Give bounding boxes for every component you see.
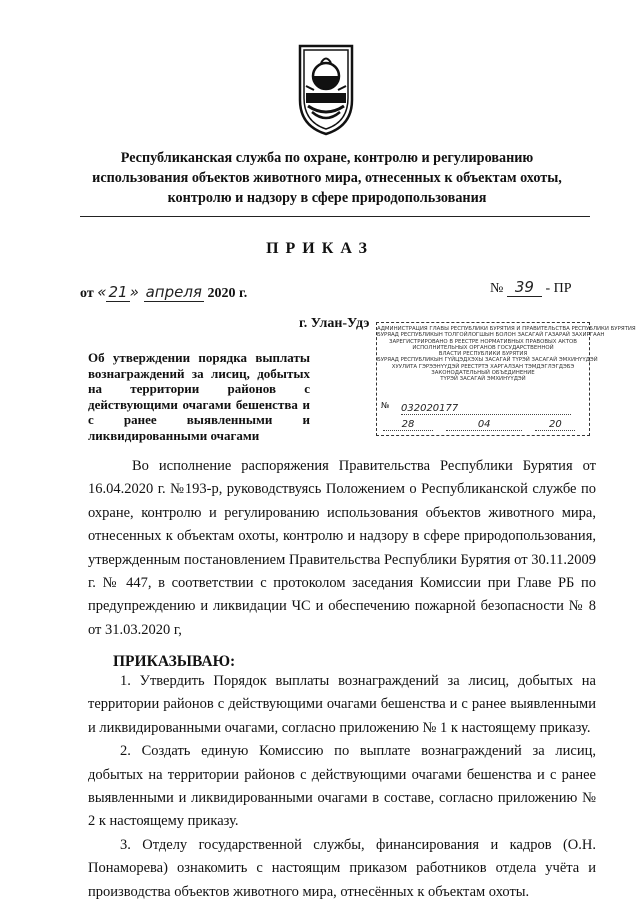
stamp-line: ЗАКОНОДАТЕЛЬНЫЙ ОБЪЕДИНЕНИЕ bbox=[431, 370, 535, 377]
stamp-line: БУРЯАД РЕСПУБЛИКЫН ГҮЙЦЭДХЭХЫ ЗАСАГАЙ ТҮРЭЙ ЗАСАГАЙ ЭМХИНҮҮДЭЙ bbox=[377, 357, 598, 364]
date-day: 21 bbox=[108, 283, 128, 301]
order-date: от « 21 » апреля 2020 г. bbox=[80, 283, 248, 301]
stamp-line: ВЛАСТИ РЕСПУБЛИКИ БУРЯТИЯ bbox=[438, 351, 528, 358]
date-month: апреля bbox=[145, 283, 202, 301]
stamp-reg-label: № bbox=[381, 401, 390, 410]
directive-heading: ПРИКАЗЫВАЮ: bbox=[113, 653, 236, 670]
number-prefix: № bbox=[490, 281, 504, 296]
stamp-date-year: 20 bbox=[535, 419, 575, 431]
stamp-line: ТҮРЭЙ ЗАСАГАЙ ЭМХИНҮҮДЭЙ bbox=[440, 376, 526, 383]
stamp-date-month: 04 bbox=[446, 419, 522, 431]
number-value: 39 bbox=[507, 278, 542, 297]
order-items bbox=[88, 670, 596, 904]
document-title: ПРИКАЗ bbox=[266, 240, 374, 257]
order-number bbox=[490, 278, 572, 297]
date-year: 2020 г. bbox=[207, 286, 248, 301]
stamp-line: ИСПОЛНИТЕЛЬНЫХ ОРГАНОВ ГОСУДАРСТВЕННОЙ bbox=[412, 344, 554, 351]
number-suffix: - ПР bbox=[545, 281, 572, 296]
stamp-line: ХУУЛИТА ГЭРЭЭНҮҮДЭЙ РЕЕСТРТЭ ХАРГАЛЗАН ТЭМДЭГЛЭГДЭБЭ bbox=[391, 363, 575, 370]
organization-name: Республиканская служба по охране, контролю и регулированию использования объектов животного мира, отнесенных к объектам охоты, контролю и надзору в сфере природопользования bbox=[92, 150, 562, 206]
stamp-line: ЗАРЕГИСТРИРОВАНО В РЕЕСТРЕ НОРМАТИВНЫХ ПРАВОВЫХ АКТОВ bbox=[389, 338, 577, 345]
stamp-line: АДМИНИСТРАЦИЯ ГЛАВЫ РЕСПУБЛИКИ БУРЯТИЯ И ПРАВИТЕЛЬСТВА РЕСПУБЛИКИ БУРЯТИЯ bbox=[377, 326, 636, 332]
date-prefix: от bbox=[80, 286, 94, 301]
order-item-3: 3. Отделу государственной службы, финансирования и кадров (О.Н. Понаморева) ознакомить с настоящим приказом работников отдела учёта и производства объектов животного мира, отнесённых к объектам охоты. bbox=[88, 836, 596, 900]
stamp-reg-number: 032020177 bbox=[401, 403, 571, 415]
order-subject: Об утверждении порядка выплаты вознаграждений за лисиц, добытых на территории районов с действующими очагами бешенства и с ранее выявленными и ликвидированными очагами bbox=[88, 350, 310, 443]
stamp-line: БУРЯАД РЕСПУБЛИКЫН ТОЛГОЙЛОГШЫН БОЛОН ЗАСАГАЙ ГАЗАРАЙ ЗАХИРГААН bbox=[377, 332, 605, 339]
order-item-1: 1. Утвердить Порядок выплаты вознаграждений за лисиц, добытых на территории районов с действующими очагами бешенства и с ранее выявленными и ликвидированными очагами, согласно приложению № 1 к настоящему приказу. bbox=[88, 673, 596, 736]
stamp-text-block bbox=[377, 323, 636, 383]
stamp-date bbox=[383, 419, 583, 431]
order-item-2: 2. Создать единую Комиссию по выплате вознаграждений за лисиц, добытых на территории районов с действующими очагами бешенства и с ранее выявленными и ликвидированными очагами в составе, согласно приложению № 2 к настоящему приказу. bbox=[88, 743, 596, 830]
city: г. Улан-Удэ bbox=[299, 316, 370, 331]
registration-stamp bbox=[376, 322, 636, 436]
header-divider bbox=[80, 216, 590, 217]
coat-of-arms-icon bbox=[294, 38, 358, 138]
preamble-paragraph: Во исполнение распоряжения Правительства Республики Бурятия от 16.04.2020 г. №193-р, руководствуясь Положением о Республиканской службе по охране, контролю и регулированию использования объектов животного мира, отнесенных к объектам охоты, контролю и надзору в сфере природопользования, утвержденным постановлением Правительства Республики Бурятия от 30.11.2009 г. № 447, в соответствии с протоколом заседания Комиссии при Главе РБ по предупреждению и ликвидации ЧС и обеспечению пожарной безопасности № 8 от 31.03.2020 г, bbox=[88, 458, 596, 638]
stamp-date-day: 28 bbox=[383, 419, 433, 431]
